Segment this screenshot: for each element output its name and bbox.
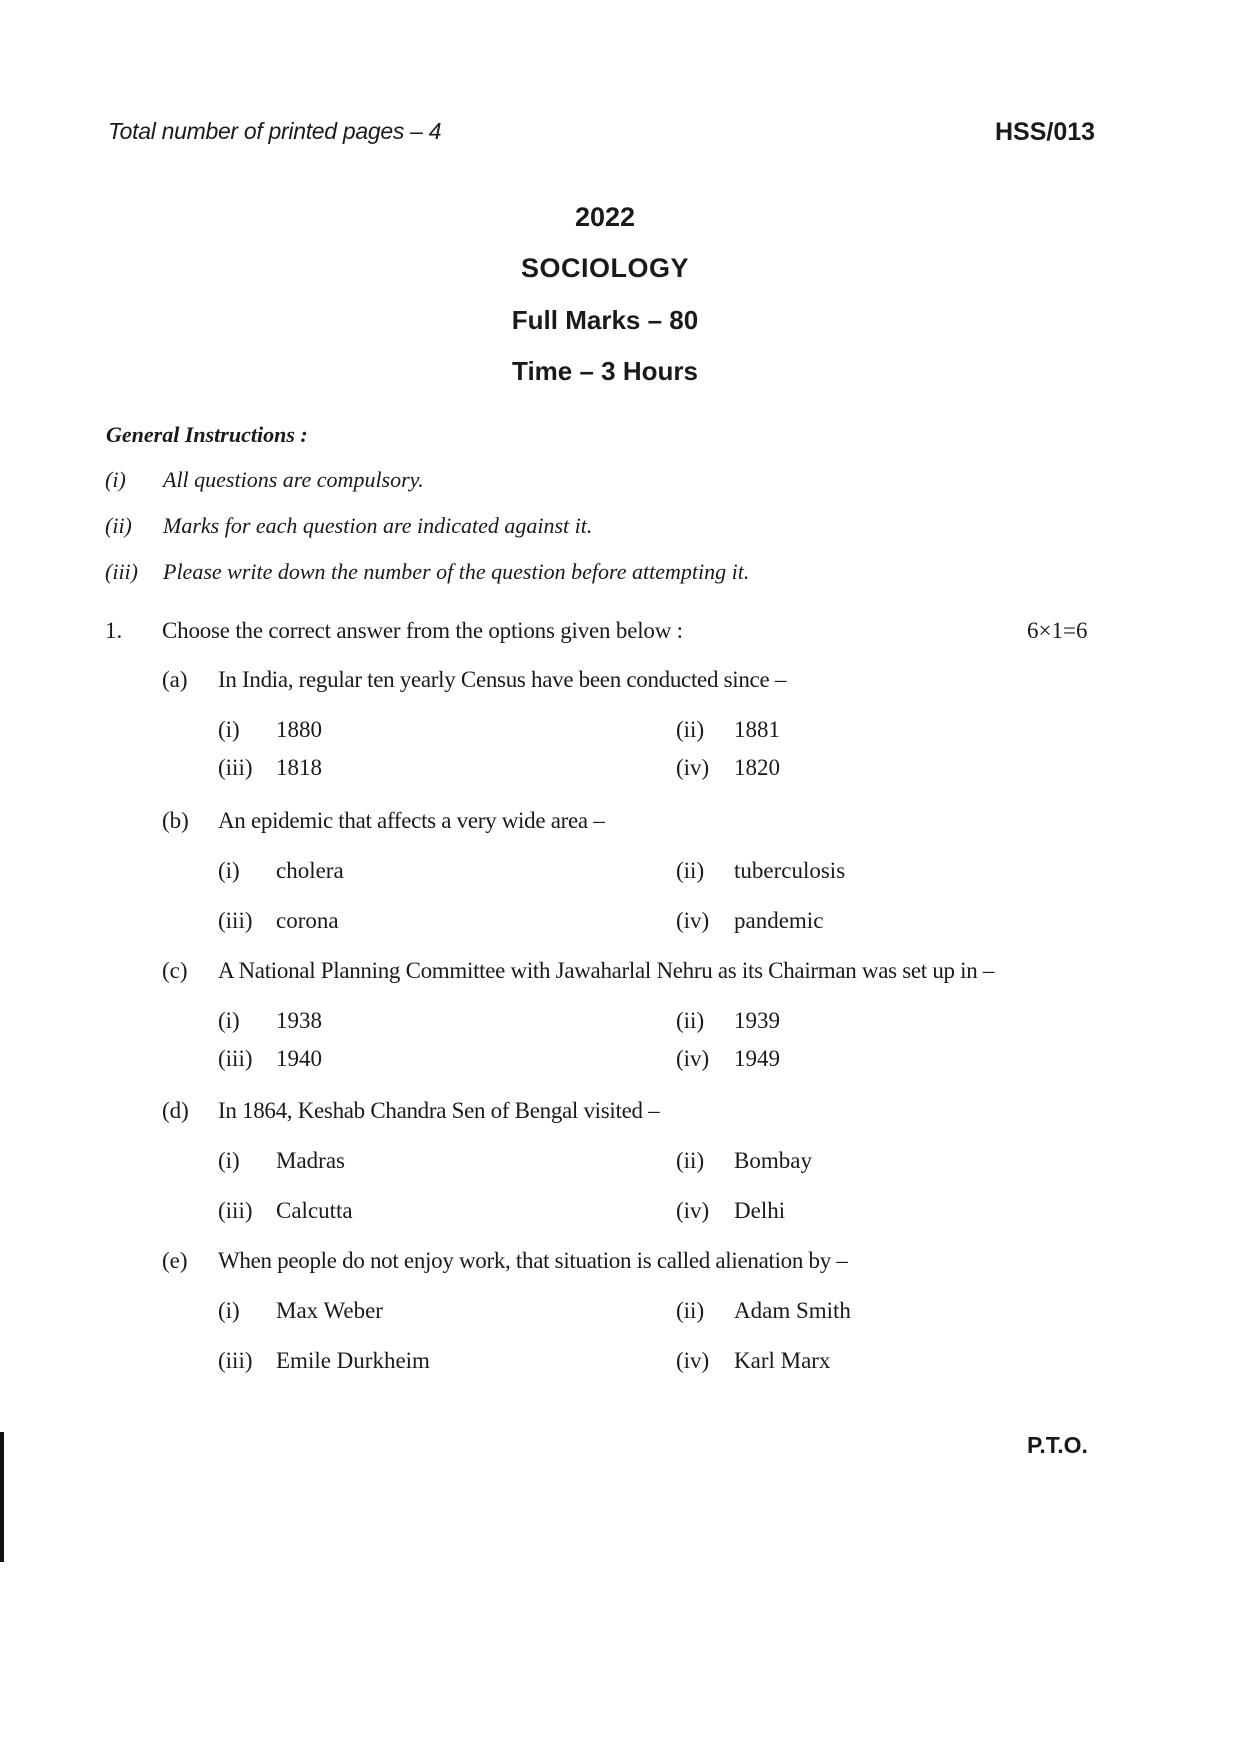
sub-question-c xyxy=(162,958,1112,1108)
option-number: (i) xyxy=(218,717,240,742)
option-value: Delhi xyxy=(734,1198,786,1223)
paper-code: HSS/013 xyxy=(995,118,1096,146)
option-number: (iii) xyxy=(218,1348,253,1373)
sub-question-d xyxy=(162,1098,1112,1248)
option-value: 1939 xyxy=(734,1008,780,1033)
sub-question-b xyxy=(162,808,1112,958)
sub-question-label: (b) xyxy=(162,808,189,833)
sub-question-label: (d) xyxy=(162,1098,189,1123)
exam-year: 2022 xyxy=(574,202,636,232)
option-number: (iii) xyxy=(218,1198,253,1223)
instruction-number: (i) xyxy=(105,467,126,492)
option-value: 1938 xyxy=(276,1008,322,1033)
option-number: (i) xyxy=(218,1008,240,1033)
option-value: 1820 xyxy=(734,755,780,780)
sub-question-text: A National Planning Committee with Jawaharlal Nehru as its Chairman was set up in – xyxy=(218,958,995,983)
option-value: 1881 xyxy=(734,717,780,742)
option-value: 1880 xyxy=(276,717,322,742)
option-number: (ii) xyxy=(676,1148,705,1173)
option-number: (iii) xyxy=(218,755,253,780)
option-value: corona xyxy=(276,908,339,933)
instruction-number: (ii) xyxy=(105,513,132,538)
sub-question-e xyxy=(162,1248,1112,1398)
instruction-text: Marks for each question are indicated against it. xyxy=(163,513,593,538)
option-number: (iv) xyxy=(676,1348,710,1373)
option-value: 1949 xyxy=(734,1046,780,1071)
option-value: Emile Durkheim xyxy=(276,1348,430,1373)
instruction-text: Please write down the number of the question before attempting it. xyxy=(163,559,750,584)
instructions-heading: General Instructions : xyxy=(106,422,308,447)
option-value: cholera xyxy=(276,858,344,883)
question-text: Choose the correct answer from the options given below : xyxy=(162,618,683,643)
option-number: (ii) xyxy=(676,717,705,742)
printed-pages-note: Total number of printed pages – 4 xyxy=(108,118,442,144)
sub-question-text: When people do not enjoy work, that situation is called alienation by – xyxy=(218,1248,848,1273)
sub-question-a xyxy=(162,667,1112,817)
option-number: (iv) xyxy=(676,908,710,933)
option-number: (ii) xyxy=(676,858,705,883)
option-number: (i) xyxy=(218,1298,240,1323)
option-number: (iii) xyxy=(218,1046,253,1071)
option-number: (ii) xyxy=(676,1008,705,1033)
sub-question-label: (e) xyxy=(162,1248,188,1273)
sub-question-text: An epidemic that affects a very wide area – xyxy=(218,808,605,833)
option-value: 1818 xyxy=(276,755,322,780)
instruction-text: All questions are compulsory. xyxy=(163,467,424,492)
option-value: pandemic xyxy=(734,908,824,933)
option-value: Calcutta xyxy=(276,1198,353,1223)
option-value: Bombay xyxy=(734,1148,812,1173)
option-number: (i) xyxy=(218,858,240,883)
option-number: (iv) xyxy=(676,1198,710,1223)
option-number: (iv) xyxy=(676,1046,710,1071)
option-value: 1940 xyxy=(276,1046,322,1071)
sub-question-label: (c) xyxy=(162,958,188,983)
option-number: (iv) xyxy=(676,755,710,780)
option-number: (ii) xyxy=(676,1298,705,1323)
exam-time: Time – 3 Hours xyxy=(512,356,698,386)
question-number: 1. xyxy=(105,618,123,643)
sub-question-label: (a) xyxy=(162,667,188,692)
option-value: Karl Marx xyxy=(734,1348,831,1373)
option-number: (i) xyxy=(218,1148,240,1173)
question-marks: 6×1=6 xyxy=(1027,618,1088,643)
sub-question-text: In 1864, Keshab Chandra Sen of Bengal visited – xyxy=(218,1098,660,1123)
instruction-number: (iii) xyxy=(105,559,138,584)
sub-question-text: In India, regular ten yearly Census have been conducted since – xyxy=(218,667,787,692)
option-value: Adam Smith xyxy=(734,1298,851,1323)
option-value: tuberculosis xyxy=(734,858,846,883)
scan-margin-mark xyxy=(0,1432,4,1562)
exam-subject: SOCIOLOGY xyxy=(520,253,690,283)
option-value: Madras xyxy=(276,1148,345,1173)
option-number: (iii) xyxy=(218,908,253,933)
full-marks: Full Marks – 80 xyxy=(511,305,699,335)
option-value: Max Weber xyxy=(276,1298,383,1323)
please-turn-over: P.T.O. xyxy=(1027,1432,1088,1458)
